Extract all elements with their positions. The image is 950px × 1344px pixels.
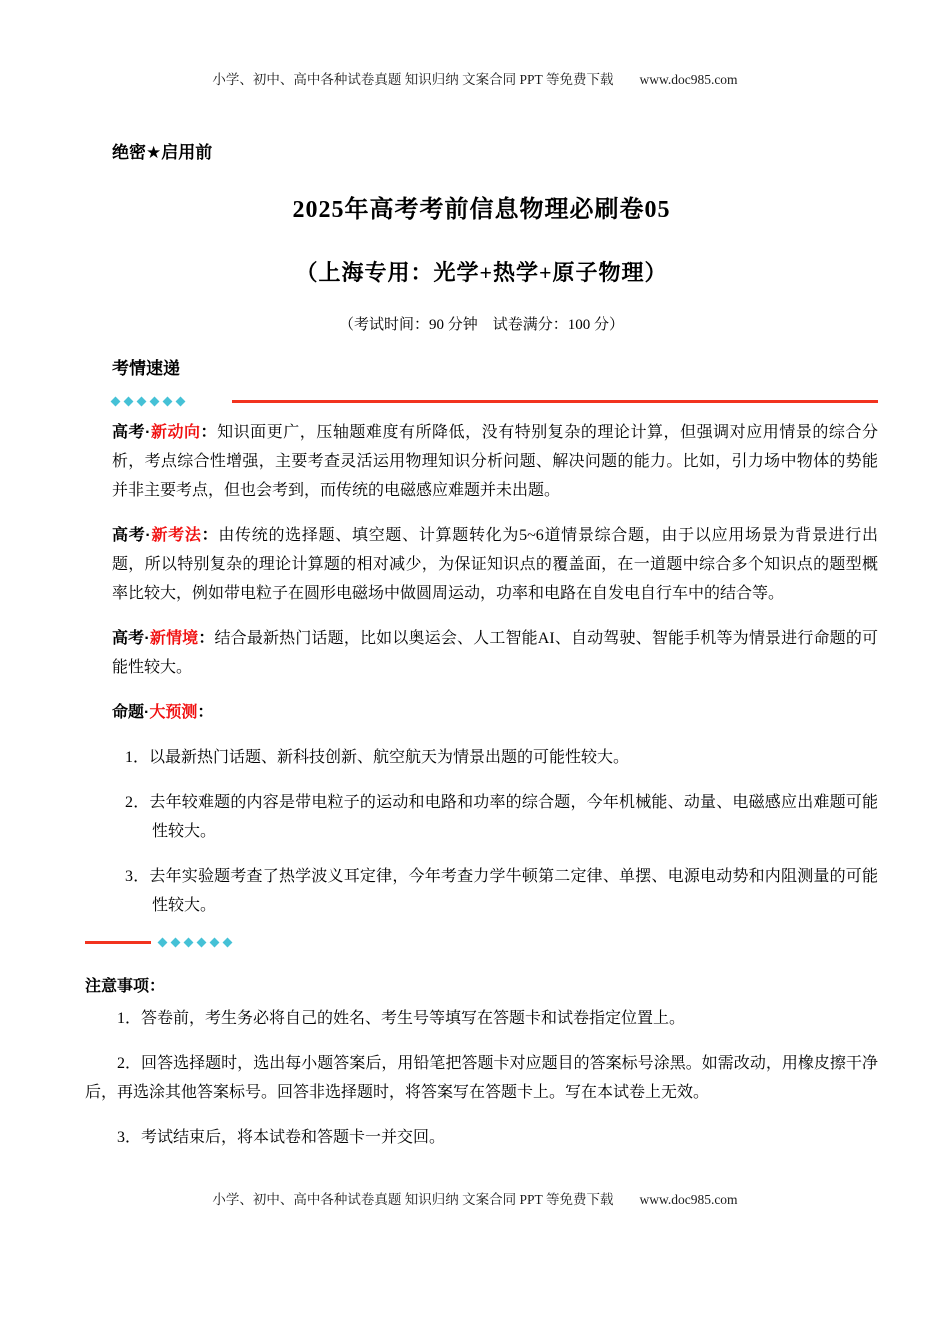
paragraph-text: 由传统的选择题、填空题、计算题转化为5~6道情景综合题，由于以应用场景为背景进行出题，所以特别复杂的理论计算题的相对减少，为保证知识点的覆盖面，在一道题中综合多个知识点的题型概率比较大，例如带电粒子在圆形电磁场中做圆周运动，功率和电路在自发电自行车中的结合等。 [112,527,878,602]
divider-dots [159,939,231,946]
divider-dots [112,398,184,405]
list-item-text: 回答选择题时，选出每小题答案后，用铅笔把答题卡对应题目的答案标号涂黑。如需改动，用橡皮擦干净后，再选涂其他答案标号。回答非选择题时，将答案写在答题卡上。写在本试卷上无效。 [85,1055,878,1101]
classification-label: 绝密★启用前 [112,143,213,162]
list-item-number: 1． [125,749,150,766]
section-divider-bottom [85,938,878,947]
header-text: 小学、初中、高中各种试卷真题 知识归纳 文案合同 PPT 等免费下载 [212,72,614,87]
divider-dot-icon [163,397,173,407]
document-subtitle: （上海专用：光学+热学+原子物理） [295,260,668,285]
page-footer [0,1188,950,1208]
paragraph-text: 知识面更广，压轴题难度有所降低，没有特别复杂的理论计算，但强调对应用情景的综合分析，考点综合性增强，主要考查灵活运用物理知识分析问题、解决问题的能力。比如，引力场中物体的势能并非主要考点，但也会考到，而传统的电磁感应难题并未出题。 [112,424,878,499]
notice-item [85,1049,878,1107]
list-item-text: 去年较难题的内容是带电粒子的运动和电路和功率的综合题，今年机械能、动量、电磁感应出难题可能性较大。 [149,794,878,840]
notice-item [85,1004,878,1033]
document-title: 2025年高考考前信息物理必刷卷05 [292,197,671,223]
prediction-item [112,743,878,772]
footer-url-link[interactable]: www.doc985.com [639,1192,738,1207]
list-item-text: 以最新热门话题、新科技创新、航空航天为情景出题的可能性较大。 [149,749,630,766]
header-url-link[interactable]: www.doc985.com [639,72,738,87]
list-item-text: 考试结束后，将本试卷和答题卡一并交回。 [141,1129,446,1146]
list-item-number: 2． [125,794,150,811]
list-item-text: 答卷前，考生务必将自己的姓名、考生号等填写在答题卡和试卷指定位置上。 [141,1010,686,1027]
divider-dot-icon [223,938,233,948]
section-title-exam-intel: 考情速递 [112,359,180,378]
paragraph-label-highlight: 新动向 [150,424,201,441]
paragraph-label-colon: ： [200,424,218,441]
notice-section [85,973,878,1152]
notice-item [85,1123,878,1152]
paragraph-label: 高考· [112,527,151,544]
list-item-number: 2． [117,1055,142,1072]
document-body [85,138,878,1168]
divider-line [85,941,151,944]
exam-info: （考试时间：90 分钟 试卷满分：100 分） [338,317,624,333]
intel-paragraph-context [112,624,878,682]
paragraph-label-colon: ： [198,630,215,647]
paragraph-text: 结合最新热门话题，比如以奥运会、人工智能AI、自动驾驶、智能手机等为情景进行命题的可能性较大。 [112,630,878,676]
divider-dot-icon [158,938,168,948]
divider-line [232,400,878,403]
paragraph-label-colon: ： [197,704,214,721]
paragraph-label-highlight: 新情境 [149,630,199,647]
paragraph-label: 命题· [112,704,150,721]
divider-dot-icon [210,938,220,948]
paragraph-label: 高考· [112,630,150,647]
divider-dot-icon [137,397,147,407]
intel-paragraph-trend [112,418,878,505]
list-item-text: 去年实验题考查了热学波义耳定律，今年考查力学牛顿第二定律、单摆、电源电动势和内阻测量的可能性较大。 [149,868,878,914]
paragraph-label-highlight: 新考法 [150,527,202,544]
list-item-number: 1． [117,1010,142,1027]
prediction-item [112,862,878,920]
page-header [0,68,950,88]
paragraph-label-colon: ： [201,527,219,544]
prediction-item [112,788,878,846]
notice-title: 注意事项： [85,978,166,995]
footer-text: 小学、初中、高中各种试卷真题 知识归纳 文案合同 PPT 等免费下载 [212,1192,614,1207]
divider-dot-icon [150,397,160,407]
intel-paragraph-method [112,521,878,608]
divider-dot-icon [176,397,186,407]
divider-dot-icon [111,397,121,407]
list-item-number: 3． [117,1129,142,1146]
divider-dot-icon [124,397,134,407]
list-item-number: 3． [125,868,150,885]
intel-paragraph-prediction-heading [112,698,878,727]
paragraph-label-highlight: 大预测 [149,704,198,721]
divider-dot-icon [197,938,207,948]
paragraph-label: 高考· [112,424,151,441]
section-divider-top [112,397,878,406]
divider-dot-icon [171,938,181,948]
divider-dot-icon [184,938,194,948]
